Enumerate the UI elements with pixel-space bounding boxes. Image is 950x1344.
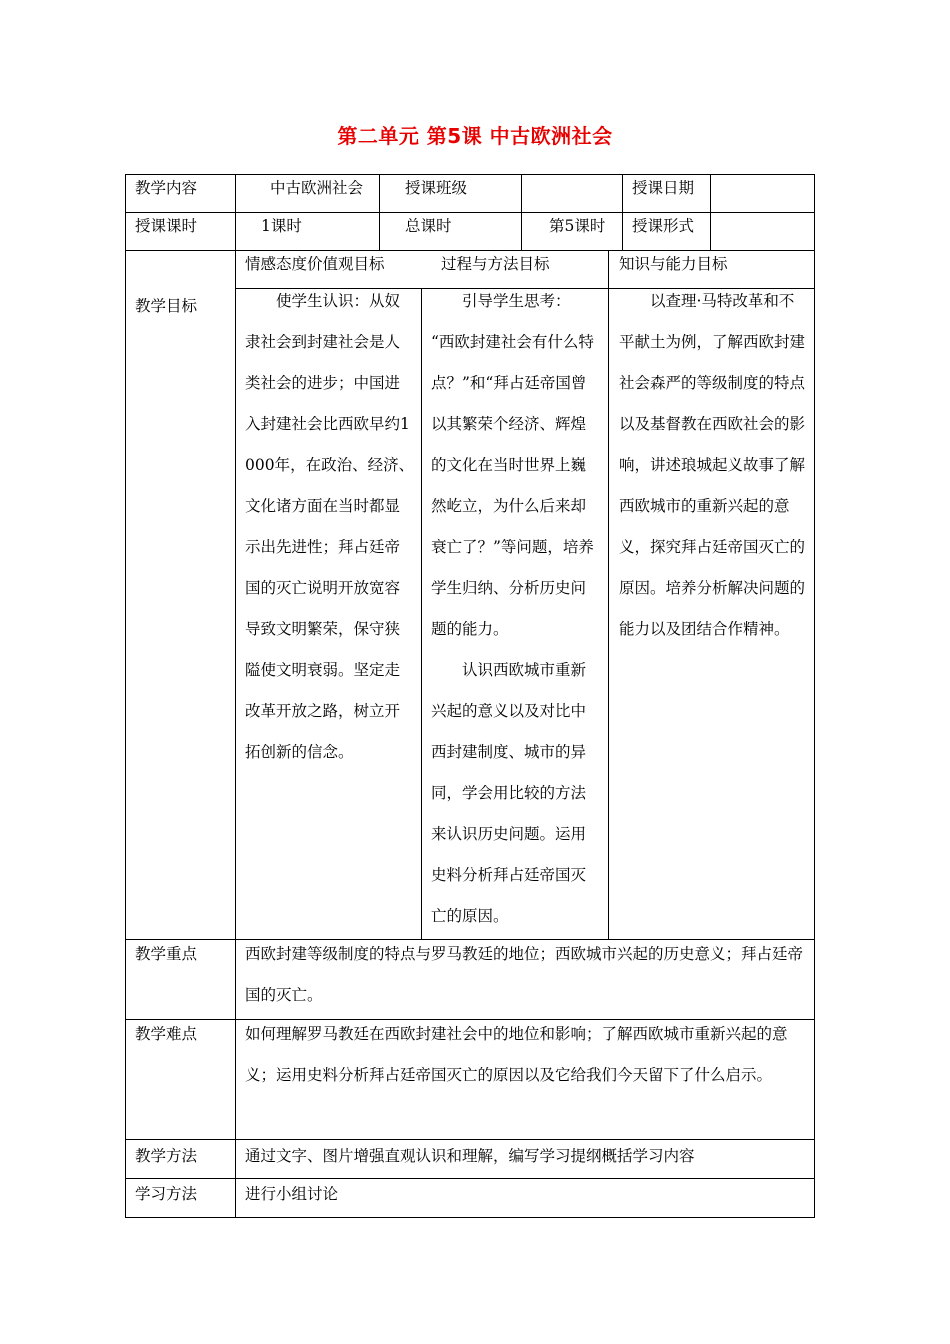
table-divider xyxy=(235,174,236,1218)
table-divider xyxy=(125,1139,815,1140)
learning-method-text: 进行小组讨论 xyxy=(245,1185,339,1203)
table-divider xyxy=(622,174,623,250)
lesson-number: 第5课时 xyxy=(549,217,606,235)
form-label: 授课形式 xyxy=(632,217,695,235)
teaching-method-text: 通过文字、图片增强直观认识和理解，编写学习提纲概括学习内容 xyxy=(245,1147,695,1165)
row-label-difficulties: 教学难点 xyxy=(135,1025,198,1043)
table-divider xyxy=(421,288,422,939)
table-divider xyxy=(608,250,609,939)
table-divider xyxy=(125,1178,815,1179)
objectives-header-attitude: 情感态度价值观目标 xyxy=(245,255,385,273)
row-label-teaching-method: 教学方法 xyxy=(135,1147,198,1165)
objectives-attitude-text: 使学生认识：从奴隶社会到封建社会是人类社会的进步；中国进入封建社会比西欧早约1000年，在政治、经济、文化诸方面在当时都显示出先进性；拜占廷帝国的灭亡说明开放宽容导致文明繁荣，保守狭隘使文明衰弱。坚定走改革开放之路，树立开拓创新的信念。 xyxy=(245,292,415,761)
objectives-process-intro: 引导学生思考： xyxy=(462,292,571,310)
table-border-left xyxy=(125,174,126,1218)
objectives-process-text-2: 认识西欧城市重新兴起的意义以及对比中西封建制度、城市的异同，学会用比较的方法来认识历史问题。运用史料分析拜占廷帝国灭亡的原因。 xyxy=(431,661,587,925)
hours-value: 1课时 xyxy=(261,217,302,235)
table-divider xyxy=(125,250,815,251)
total-hours-label: 总课时 xyxy=(405,217,452,235)
row-label-key-points: 教学重点 xyxy=(135,945,198,963)
table-divider xyxy=(125,212,815,213)
table-divider xyxy=(521,174,522,250)
difficulties-text: 如何理解罗马教廷在西欧封建社会中的地位和影响；了解西欧城市重新兴起的意义；运用史料分析拜占廷帝国灭亡的原因以及它给我们今天留下了什么启示。 xyxy=(245,1025,788,1084)
lesson-content-value: 中古欧洲社会 xyxy=(270,179,364,197)
row-label-hours: 授课课时 xyxy=(135,217,198,235)
lesson-plan-table xyxy=(125,174,815,1218)
row-label-content: 教学内容 xyxy=(135,179,198,197)
objectives-process-text: “西欧封建社会有什么特点？”和“拜占廷帝国曾以其繁荣个经济、辉煌的文化在当时世界上巍然屹立，为什么后来却衰亡了？”等问题，培养学生归纳、分析历史问题的能力。 xyxy=(431,333,594,638)
row-label-learning-method: 学习方法 xyxy=(135,1185,198,1203)
table-border-right xyxy=(814,174,815,1218)
row-label-objectives: 教学目标 xyxy=(135,297,198,315)
table-divider xyxy=(710,174,711,250)
date-label: 授课日期 xyxy=(632,179,695,197)
objectives-header-process: 过程与方法目标 xyxy=(441,255,550,273)
objectives-header-knowledge: 知识与能力目标 xyxy=(619,255,728,273)
key-points-text: 西欧封建等级制度的特点与罗马教廷的地位；西欧城市兴起的历史意义；拜占廷帝国的灭亡。 xyxy=(245,945,804,1004)
class-label: 授课班级 xyxy=(405,179,468,197)
page-title: 第二单元 第5课 中古欧洲社会 xyxy=(337,124,613,148)
table-border-bottom xyxy=(125,1217,815,1218)
objectives-knowledge-text: 以查理·马特改革和不平献土为例，了解西欧封建社会森严的等级制度的特点以及基督教在西欧社会的影响，讲述琅城起义故事了解西欧城市的重新兴起的意义，探究拜占廷帝国灭亡的原因。培养分析解决问题的能力以及团结合作精神。 xyxy=(619,292,806,638)
table-divider xyxy=(379,174,380,250)
table-border-top xyxy=(125,174,815,175)
